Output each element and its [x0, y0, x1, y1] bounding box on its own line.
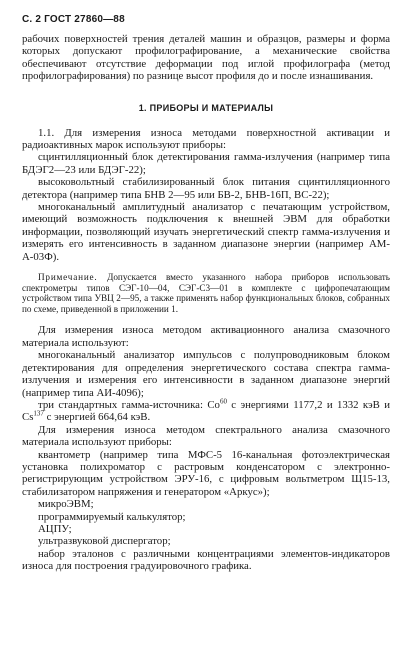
device-amplitude-analyzer: многоканальный амплитудный анализатор с печатающим устройством, имеющий возможность подключения к внешней ЭВМ для обработки информации, позволяющий изучать энергетический спектр гамма-излучения и измерять его интенсивность в заданном диапазоне энергии (например АМ-А-03Ф). [22, 201, 390, 263]
cobalt-isotope: 60 [219, 397, 227, 406]
standard-code: ГОСТ 27860—88 [44, 14, 125, 25]
intro-paragraph: рабочих поверхностей трения деталей машин и образцов, размеры и форма которых допускают профилографирование, а механические свойства обеспечивают отсутствие деформации под иглой профилографа (метод профилографирования) по разнице высот профиля до и после изнашивания. [22, 33, 390, 83]
section-title: 1. ПРИБОРЫ И МАТЕРИАЛЫ [138, 102, 274, 113]
standards-set: набор эталонов с различными концентрациями элементов-индикаторов износа для построения градуировочного графика. [22, 547, 390, 573]
programmable-calculator: программируемый калькулятор; [38, 510, 186, 523]
micro-computer: микроЭВМ; [38, 498, 94, 511]
activation-intro: Для измерения износа методом активационного анализа смазочного материала используют: [22, 324, 390, 349]
note-label: Примечание. [38, 272, 98, 283]
cesium-isotope: 137 [33, 409, 44, 418]
adc-printer: АЦПУ; [38, 522, 72, 535]
quantometer: квантометр (например типа МФС-5 16-канальная фотоэлектрическая установка полихроматор с растровым конденсатором с электронно-регистрирующим устройством ЭРУ-16, с цифровым вольтметром Щ15-13, стабилизатором напряжения и генератором «Аркус»); [22, 448, 390, 498]
clause-1-1: 1.1. Для измерения износа методами поверхностной активации и радиоактивных марок используют приборы: [22, 126, 390, 152]
note-paragraph [22, 272, 390, 314]
spectral-intro: Для измерения износа методом спектрального анализа смазочного материала используют приборы: [22, 423, 390, 449]
gamma-sources [22, 399, 390, 424]
ultrasonic-dispergator: ультразвуковой диспергатор; [38, 535, 171, 548]
note-text: Допускается вместо указанного набора приборов использовать спектрометры типов СЭГ-10—04, СЭГ-С3—01 в комплекте с цифропечатающим устройством типа УВЦ 2—95, а также применять набор функциональных блоков, собранных по схеме, приведенной в приложении 1. [22, 272, 390, 314]
device-power-supply: высоковольтный стабилизированный блок питания сцинтилляционного детектора (например типа БНВ 2—95 или БВ-2, БНВ-16П, ВС-22); [22, 176, 390, 201]
page-header [22, 14, 390, 25]
activation-analyzer: многоканальный анализатор импульсов с полупроводниковым блоком детектирования для определения энергетического состава спектра гамма-излучения и измерения его интенсивности в заданном диапазоне энергий (например типа АИ-4096); [22, 349, 390, 399]
gamma-sources-text-a: три стандартных гамма-источника: Co [38, 398, 220, 411]
gamma-sources-text-b: с энергиями 1177,2 и 1332 кэВ и Cs [22, 398, 391, 424]
page-number: С. 2 [22, 14, 42, 25]
gamma-sources-text-c: с энергией 664,64 кэВ. [43, 411, 151, 424]
device-scintillation-block: сцинтилляционный блок детектирования гамма-излучения (например типа БДЭГ2—23 или БДЭГ-22); [22, 151, 390, 176]
